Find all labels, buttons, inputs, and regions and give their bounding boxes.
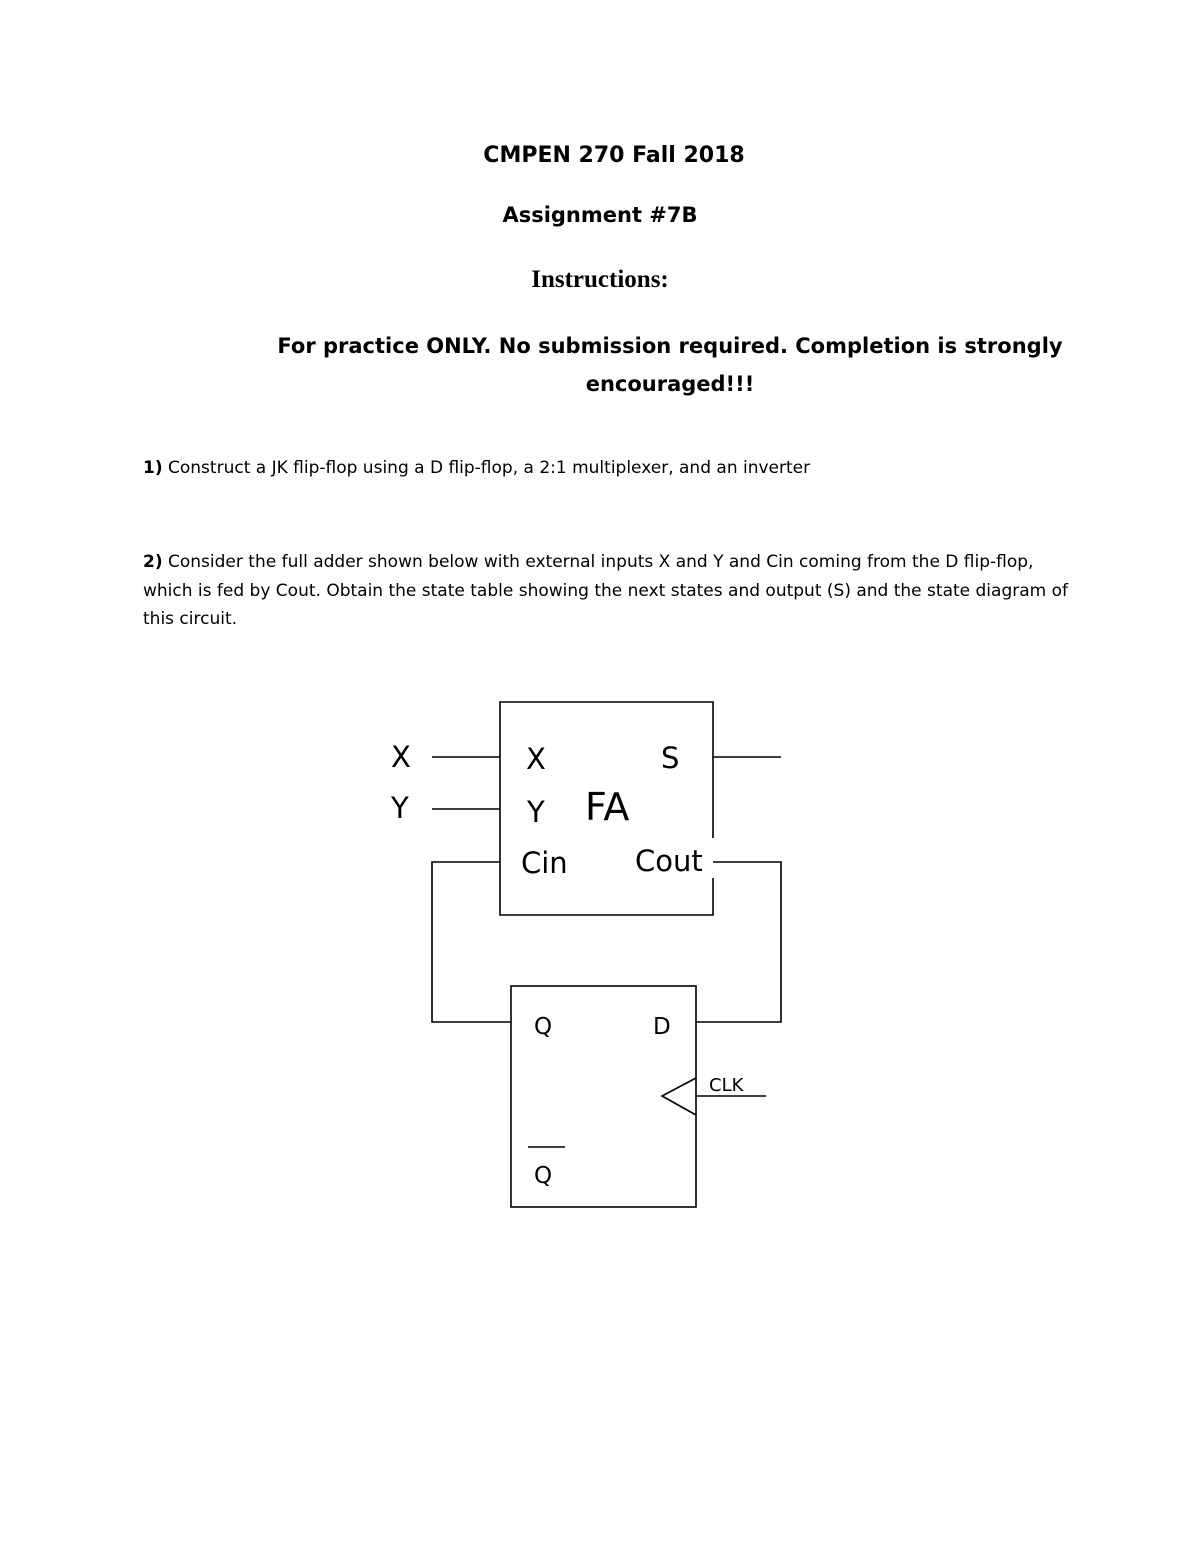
cout-to-d-wire <box>696 862 781 1022</box>
fa-name-label: FA <box>585 785 630 829</box>
question-text: Construct a JK flip-flop using a D flip-flop, a 2:1 multiplexer, and an inverter <box>168 458 811 478</box>
assignment-title: Assignment #7B <box>502 203 698 227</box>
practice-note: For practice ONLY. No submission required. Completion is strongly encouraged!!! <box>277 334 1063 396</box>
fa-pin-x-label: X <box>526 742 546 776</box>
input-x-label: X <box>391 740 411 774</box>
fa-pin-cout-label: Cout <box>635 844 703 878</box>
dff-pin-qbar-label: Q <box>534 1163 553 1189</box>
fa-pin-y-label: Y <box>527 795 545 829</box>
input-y-label: Y <box>391 791 409 825</box>
course-title: CMPEN 270 Fall 2018 <box>483 143 745 168</box>
clock-label: CLK <box>709 1075 744 1096</box>
question-text: Consider the full adder shown below with external inputs X and Y and Cin coming from the D flip-flop, which is fed by Cout. Obtain the state table showing the next states and output (S) and the state diagram of this circuit. <box>143 552 1068 629</box>
question-number: 1) <box>143 458 163 478</box>
fa-pin-cin-label: Cin <box>521 846 568 880</box>
instructions-heading: Instructions: <box>531 266 669 293</box>
q-to-cin-wire <box>432 862 511 1022</box>
dff-pin-q-label: Q <box>534 1014 553 1040</box>
fa-pin-s-label: S <box>661 741 680 775</box>
question-number: 2) <box>143 552 163 572</box>
clock-triangle-icon <box>662 1078 696 1115</box>
dff-pin-d-label: D <box>653 1014 671 1040</box>
